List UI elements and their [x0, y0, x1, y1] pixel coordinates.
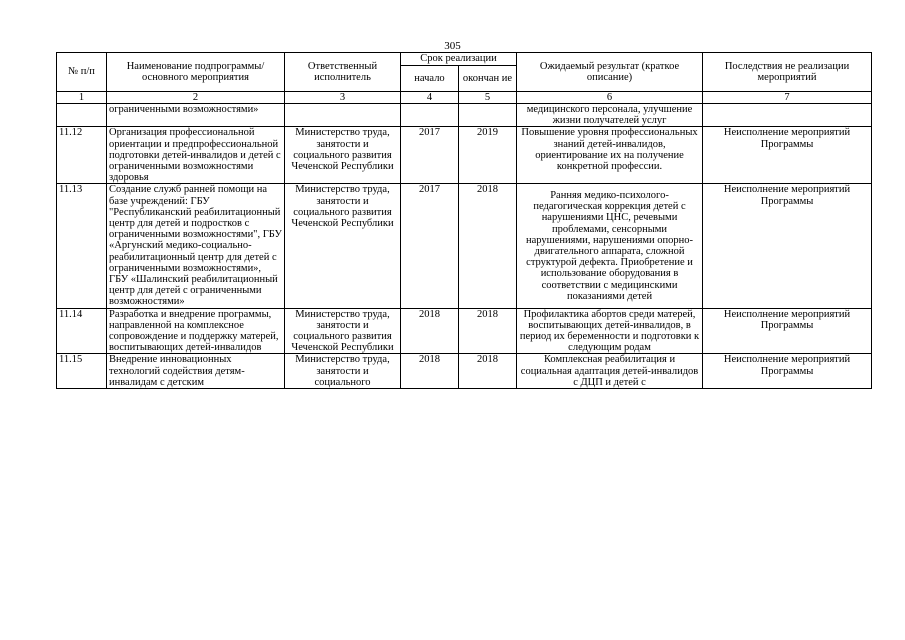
column-number: 5: [459, 92, 517, 104]
row-consequences: Неисполнение мероприятий Программы: [703, 184, 872, 308]
table-row: [57, 354, 872, 389]
row-consequences: Неисполнение мероприятий Программы: [703, 354, 872, 389]
column-number: 2: [107, 92, 285, 104]
row-start: 2018: [401, 354, 459, 389]
row-consequences: Неисполнение мероприятий Программы: [703, 127, 872, 184]
column-number: 4: [401, 92, 459, 104]
row-name: Разработка и внедрение программы, направленной на комплексное сопровождение и поддержку матерей, воспитывающих детей-инвалидов: [107, 308, 285, 354]
row-start: 2018: [401, 308, 459, 354]
header-start: начало: [401, 66, 459, 92]
row-end: 2018: [459, 184, 517, 308]
row-result: Повышение уровня профессиональных знаний детей-инвалидов, ориентирование их на получение конкретной профессии.: [517, 127, 703, 184]
row-result: Комплексная реабилитация и социальная адаптация детей-инвалидов с ДЦП и детей с: [517, 354, 703, 389]
row-start: 2017: [401, 184, 459, 308]
row-name: Создание служб ранней помощи на базе учреждений: ГБУ "Республиканский реабилитационный центр для детей и подростков с ограниченными возможностями", ГБУ «Аргунский медико-социально-реабилитационный центр для детей с ограниченными возможностями», ГБУ «Шалинский реабилитационный центр для детей с ограниченными возможностями»: [107, 184, 285, 308]
row-num: 11.12: [57, 127, 107, 184]
program-activities-table: [56, 52, 872, 389]
header-consequences: Последствия не реализации мероприятий: [703, 53, 872, 92]
row-end: [459, 104, 517, 127]
row-num: 11.15: [57, 354, 107, 389]
table-row: [57, 127, 872, 184]
column-number: 3: [285, 92, 401, 104]
row-executor: Министерство труда, занятости и социального развития Чеченской Республики: [285, 184, 401, 308]
row-num: 11.13: [57, 184, 107, 308]
row-executor: Министерство труда, занятости и социального: [285, 354, 401, 389]
row-name: Организация профессиональной ориентации и предпрофессиональной подготовки детей-инвалидов и детей с ограниченными возможностями здоровья: [107, 127, 285, 184]
table-row: [57, 104, 872, 127]
row-executor: Министерство труда, занятости и социального развития Чеченской Республики: [285, 127, 401, 184]
column-number: 6: [517, 92, 703, 104]
row-result: медицинского персонала, улучшение жизни получателей услуг: [517, 104, 703, 127]
row-name: Внедрение инновационных технологий содействия детям-инвалидам с детским: [107, 354, 285, 389]
header-executor: Ответственный исполнитель: [285, 53, 401, 92]
column-number: 1: [57, 92, 107, 104]
row-consequences: [703, 104, 872, 127]
row-end: 2019: [459, 127, 517, 184]
row-end: 2018: [459, 308, 517, 354]
header-end: окончан ие: [459, 66, 517, 92]
column-number: 7: [703, 92, 872, 104]
row-executor: Министерство труда, занятости и социального развития Чеченской Республики: [285, 308, 401, 354]
row-start: 2017: [401, 127, 459, 184]
row-result: Ранняя медико-психолого-педагогическая коррекция детей с нарушениями ЦНС, речевыми проблемами, сенсорными нарушениями, нарушениями опорно-двигательного аппарата, сложной структурой дефекта. Приобретение и использование оборудования в соответствии с медицинскими показаниями детей: [517, 184, 703, 308]
row-end: 2018: [459, 354, 517, 389]
header-num: № п/п: [57, 53, 107, 92]
header-result: Ожидаемый результат (краткое описание): [517, 53, 703, 92]
row-num: 11.14: [57, 308, 107, 354]
row-start: [401, 104, 459, 127]
header-name: Наименование подпрограммы/ основного мероприятия: [107, 53, 285, 92]
row-consequences: Неисполнение мероприятий Программы: [703, 308, 872, 354]
row-executor: [285, 104, 401, 127]
row-name: ограниченными возможностями»: [107, 104, 285, 127]
row-result: Профилактика абортов среди матерей, воспитывающих детей-инвалидов, в период их беременности и подготовки к следующим родам: [517, 308, 703, 354]
table-row: [57, 184, 872, 308]
page-number: 305: [444, 40, 461, 52]
header-period: Срок реализации: [401, 53, 517, 66]
table-row: [57, 308, 872, 354]
row-num: [57, 104, 107, 127]
column-number-row: [57, 92, 872, 104]
